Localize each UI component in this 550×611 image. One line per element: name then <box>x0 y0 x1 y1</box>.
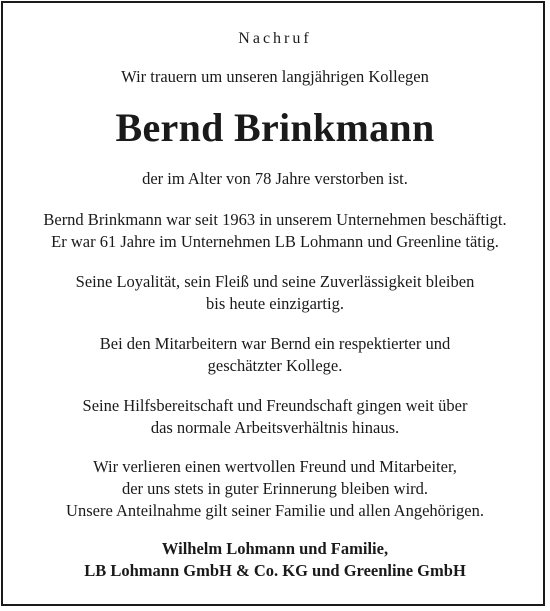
paragraph-line: geschätzter Kollege. <box>207 356 343 375</box>
paragraph-condolence <box>0 456 550 522</box>
paragraph-line: Bernd Brinkmann war seit 1963 in unserem Unternehmen beschäftigt. <box>43 210 507 229</box>
notice-heading: Nachruf <box>238 30 312 47</box>
signature-line: LB Lohmann GmbH & Co. KG und Greenline GmbH <box>84 561 466 580</box>
signature-line: Wilhelm Lohmann und Familie, <box>161 539 389 558</box>
signature-block <box>0 538 550 582</box>
paragraph-line: der uns stets in guter Erinnerung bleiben wird. <box>121 479 429 498</box>
paragraph-line: Wir verlieren einen wertvollen Freund und Mitarbeiter, <box>93 457 457 476</box>
paragraph-line: Seine Loyalität, sein Fleiß und seine Zuverlässigkeit bleiben <box>75 272 475 291</box>
paragraph-line: Bei den Mitarbeitern war Bernd ein respektierter und <box>99 334 451 353</box>
age-line: der im Alter von 78 Jahre verstorben ist. <box>142 169 408 188</box>
intro-line: Wir trauern um unseren langjährigen Kollegen <box>121 67 429 86</box>
paragraph-employment <box>0 209 550 253</box>
paragraph-respect <box>0 333 550 377</box>
paragraph-line: Er war 61 Jahre im Unternehmen LB Lohmann und Greenline tätig. <box>51 232 499 251</box>
deceased-name: Bernd Brinkmann <box>115 105 435 150</box>
paragraph-line: Seine Hilfsbereitschaft und Freundschaft gingen weit über <box>82 396 468 415</box>
paragraph-friendship <box>0 395 550 439</box>
paragraph-loyalty <box>0 271 550 315</box>
paragraph-line: Unsere Anteilnahme gilt seiner Familie und allen Angehörigen. <box>66 501 484 520</box>
paragraph-line: das normale Arbeitsverhältnis hinaus. <box>150 418 400 437</box>
paragraph-line: bis heute einzigartig. <box>206 294 344 313</box>
